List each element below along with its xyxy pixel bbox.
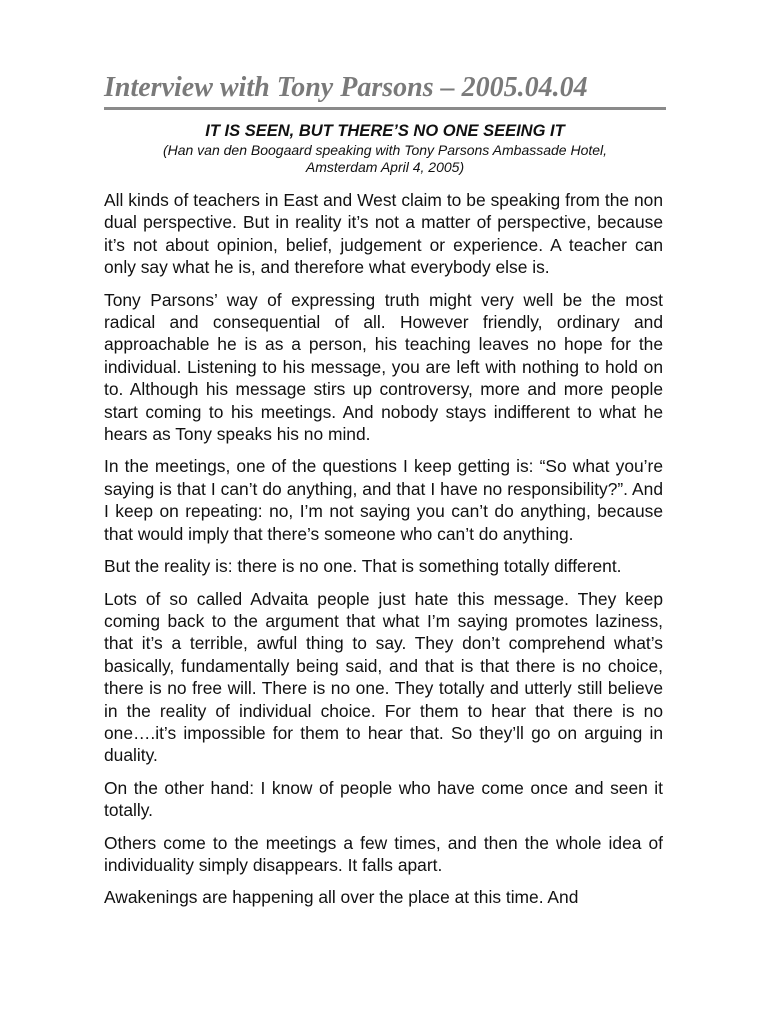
paragraph: Tony Parsons’ way of expressing truth might very well be the most radical and consequential of all. However friendly, ordinary and approachable he is as a person, his teaching leaves no hope for the individual. Listening to his message, you are left with nothing to hold on to. Although his message stirs up controversy, more and more people start coming to his meetings. And nobody stays indifferent to what he hears as Tony speaks his no mind. <box>104 289 663 445</box>
paragraph: On the other hand: I know of people who have come once and seen it totally. <box>104 777 663 821</box>
paragraph: Lots of so called Advaita people just hate this message. They keep coming back to the argument that what I’m saying promotes laziness, that it’s a terrible, awful thing to say. They don’t comprehend what’s basically, fundamentally being said, and that is that there is no choice, there is no free will. There is no one. They totally and utterly still believe in the reality of individual choice. For them to hear that there is no one….it’s impossible for them to hear that. So they’ll go on arguing in duality. <box>104 588 663 766</box>
paragraph: Awakenings are happening all over the place at this time. And <box>104 887 579 908</box>
subheading-line-1: (Han van den Boogaard speaking with Tony Parsons Ambassade Hotel, <box>162 142 608 158</box>
article-heading: IT IS SEEN, BUT THERE’S NO ONE SEEING IT <box>205 122 565 140</box>
paragraph: But the reality is: there is no one. That is something totally different. <box>104 556 622 577</box>
document-title: Interview with Tony Parsons – 2005.04.04 <box>104 72 588 103</box>
article-body <box>104 189 663 919</box>
paragraph: In the meetings, one of the questions I keep getting is: “So what you’re saying is that I can’t do anything, and that I have no responsibility?”. And I keep on repeating: no, I’m not saying you can’t do anything, because that would imply that there’s someone who can’t do anything. <box>104 456 663 544</box>
paragraph: All kinds of teachers in East and West claim to be speaking from the non dual perspective. But in reality it’s not a matter of perspective, because it’s not about opinion, belief, judgement or experience. A teacher can only say what he is, and therefore what everybody else is. <box>104 190 663 278</box>
article-subheading <box>104 142 666 176</box>
paragraph: Others come to the meetings a few times, and then the whole idea of individuality simply disappears. It falls apart. <box>104 832 663 875</box>
subheading-line-2: Amsterdam April 4, 2005) <box>305 159 465 175</box>
title-underline <box>104 107 666 110</box>
